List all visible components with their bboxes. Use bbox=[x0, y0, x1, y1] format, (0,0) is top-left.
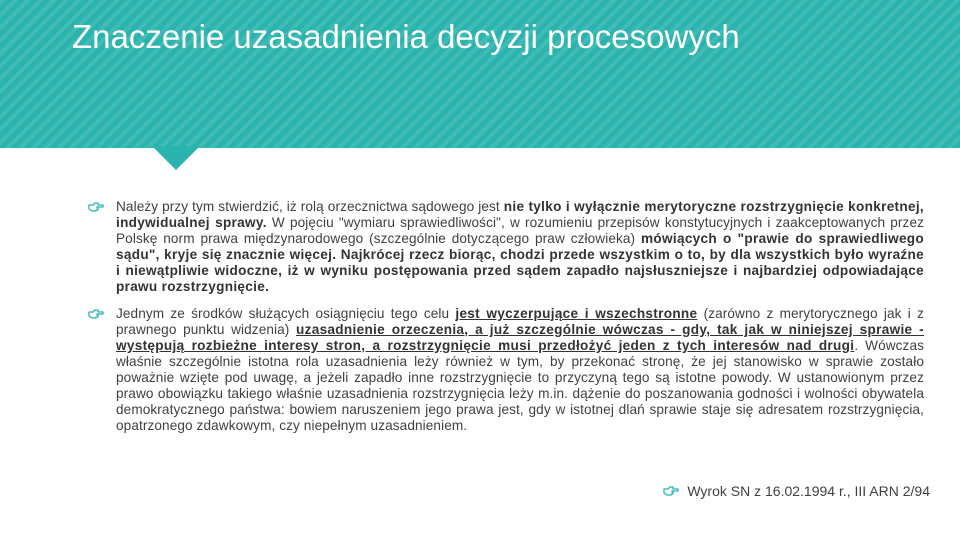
hand-pointing-right-icon bbox=[663, 485, 679, 497]
text-run-bold-underline: jest wyczerpujące i wszechstronne bbox=[455, 305, 698, 321]
text-run: Jednym ze środków służących osiągnięciu tego celu bbox=[116, 305, 456, 321]
hand-pointing-right-icon bbox=[88, 201, 104, 213]
text-run-bold: mówiących o "prawie do sprawiedliwego sądu", kryje się znacznie więcej. Najkrócej rzecz biorąc, chodzi przede wszystkim o to, by dla wszystkich było wyraźne i niewątpliwie widoczne, iż w wyniku postępowania przed sądem zapadło najsłuszniejsze i najbardziej odpowiadające prawu rozstrzygnięcie. bbox=[116, 231, 925, 295]
slide-body bbox=[86, 199, 924, 434]
text-run: Należy przy tym stwierdzić, iż rolą orzecznictwa sądowego jest bbox=[116, 199, 504, 214]
text-run: W pojęciu "wymiaru sprawiedliwości", w rozumieniu przepisów konstytucyjnych i zaakceptowanych przez Polskę norm prawa międzynarodowego (szczególnie dotyczącego praw człowieka) bbox=[116, 215, 924, 247]
source-citation bbox=[663, 482, 930, 500]
title-banner bbox=[0, 0, 960, 148]
bullet-item bbox=[86, 306, 924, 435]
text-run-bold-underline: uzasadnienie orzeczenia, a już szczególnie wówczas - gdy, tak jak w niniejszej sprawie - występują rozbieżne interesy stron, a rozstrzygnięcie musi przedłożyć jeden z tych interesów nad drugi bbox=[116, 321, 924, 353]
bullet-text bbox=[116, 199, 924, 294]
slide-title: Znaczenie uzasadnienia decyzji procesowych bbox=[72, 18, 740, 55]
banner-notch bbox=[152, 146, 200, 170]
source-text: Wyrok SN z 16.02.1994 r., III ARN 2/94 bbox=[687, 483, 930, 499]
text-run: (zarówno z merytorycznego jak i z prawnego punktu widzenia) bbox=[116, 305, 924, 337]
text-run: . Wówczas właśnie szczególnie istotna rola uzasadnienia leży również w tym, by przekonać stronę, że jej stanowisko w sprawie zostało poważnie wzięte pod uwagę, a jeżeli zapadło inne rozstrzygnięcie to przyczyną tego są istotne powody. W ustanowionym przez prawo obowiązku takiego właśnie uzasadnienia rozstrzygnięcia leży m.in. dążenie do poszanowania godności i wolności obywatela demokratycznego państwa: bowiem naruszeniem jego prawa jest, gdy w istotnej dlań sprawie staje się adresatem rozstrzygnięcia, opatrzonego zdawkowym, czy niepełnym uzasadnieniem. bbox=[116, 337, 924, 434]
text-run-bold: nie tylko i wyłącznie merytoryczne rozstrzygnięcie konkretnej, indywidualnej sprawy. bbox=[116, 199, 924, 231]
bullet-item bbox=[86, 199, 924, 296]
hand-pointing-right-icon bbox=[88, 308, 104, 320]
bullet-text bbox=[116, 306, 924, 434]
